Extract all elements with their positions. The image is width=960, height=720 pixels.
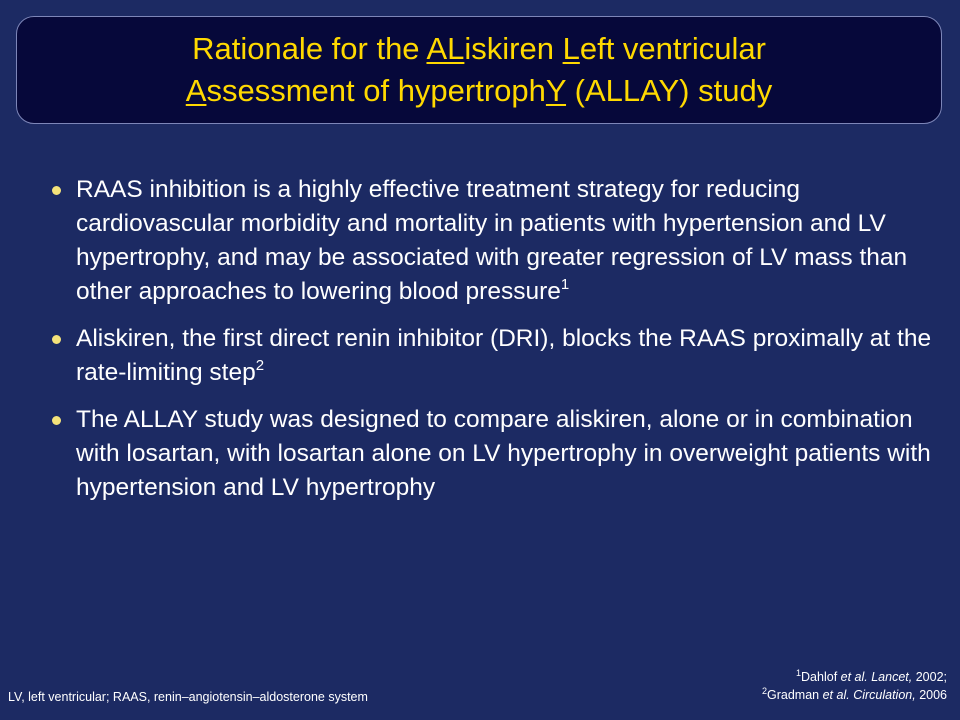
bullet-dot-icon — [52, 335, 61, 344]
bullet-text: Aliskiren, the first direct renin inhibitor (DRI), blocks the RAAS proximally at the rate-limiting step — [76, 325, 932, 386]
title-part: Rationale for the — [192, 31, 427, 66]
reference-journal: Lancet, — [867, 670, 913, 684]
reference-year: 2002; — [912, 670, 947, 684]
bullet-citation: 1 — [560, 276, 570, 293]
reference-etal: et al. — [840, 670, 868, 684]
bullet-item — [52, 403, 932, 505]
bullet-item — [52, 173, 932, 309]
reference-journal: Circulation, — [849, 688, 916, 702]
bullet-citation: 2 — [255, 357, 265, 374]
bullet-text: RAAS inhibition is a highly effective treatment strategy for reducing cardiovascular morbidity and mortality in patients with hypertension and LV hypertrophy, and may be associated with greater regression of LV mass than other approaches to lowering blood pressure — [76, 176, 908, 305]
reference-number: 2 — [762, 686, 768, 696]
reference-year: 2006 — [915, 688, 947, 702]
title-part: (ALLAY) study — [566, 73, 773, 108]
bullet-list — [52, 173, 932, 518]
reference-author: Dahlof — [801, 670, 841, 684]
bullet-dot-icon — [52, 186, 61, 195]
title-part: iskiren — [464, 31, 563, 66]
reference-item — [762, 668, 947, 686]
reference-number: 1 — [796, 668, 802, 678]
title-box — [16, 16, 942, 124]
bullet-text: The ALLAY study was designed to compare aliskiren, alone or in combination with losartan, with losartan alone on LV hypertrophy in overweight patients with hypertension and LV hypertrophy — [76, 406, 931, 501]
title-part-underlined: Y — [545, 73, 567, 108]
reference-item — [762, 686, 947, 704]
references — [762, 668, 947, 704]
abbreviations-footnote: LV, left ventricular; RAAS, renin–angiotensin–aldosterone system — [8, 690, 368, 704]
reference-author: Gradman — [767, 688, 823, 702]
title-line-1 — [192, 28, 766, 70]
title-part-underlined: AL — [426, 31, 465, 66]
title-part: ssessment of hypertroph — [206, 73, 546, 108]
reference-etal: et al. — [822, 688, 850, 702]
title-part: eft ventricular — [579, 31, 766, 66]
title-line-2 — [186, 70, 772, 112]
title-part-underlined: L — [562, 31, 580, 66]
bullet-item — [52, 322, 932, 390]
title-part-underlined: A — [185, 73, 207, 108]
bullet-dot-icon — [52, 416, 61, 425]
